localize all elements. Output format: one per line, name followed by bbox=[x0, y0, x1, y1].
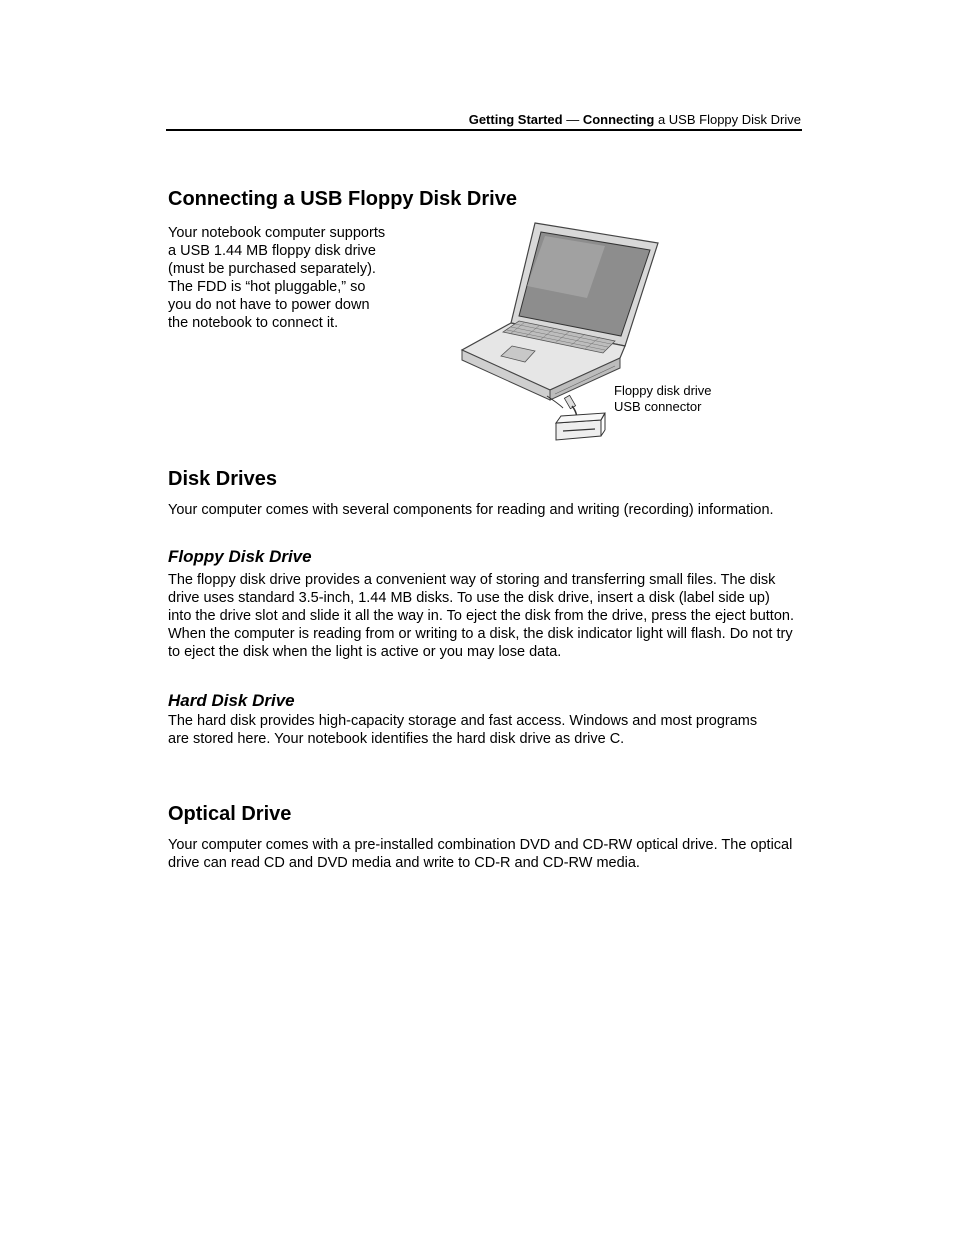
callout-line-1: Floppy disk drive bbox=[614, 383, 712, 398]
callout-line-2: USB connector bbox=[614, 399, 702, 414]
header-topic-bold: Connecting bbox=[582, 112, 655, 127]
heading-usb-floppy: Connecting a USB Floppy Disk Drive bbox=[168, 188, 517, 210]
usb-floppy-intro: Your notebook computer supports a USB 1.44 MB floppy disk drive (must be purchased separately). The FDD is “hot pluggable,” so you do not have to power down the notebook to connect it. bbox=[168, 225, 386, 331]
header-rule bbox=[166, 129, 802, 131]
hard-disk-drive-text: The hard disk provides high-capacity storage and fast access. Windows and most programs are stored here. Your notebook identifies the hard disk drive as drive C. bbox=[168, 713, 758, 747]
header-chapter: Getting Started bbox=[468, 112, 563, 127]
heading-hard-disk-drive: Hard Disk Drive bbox=[168, 691, 295, 710]
heading-disk-drives: Disk Drives bbox=[168, 468, 277, 490]
optical-drive-text: Your computer comes with a pre-installed combination DVD and CD-RW optical drive. The optical drive can read CD and DVD media and write to CD-R and CD-RW media. bbox=[168, 837, 793, 871]
header-dash: — bbox=[562, 112, 583, 127]
floppy-usb-callout bbox=[614, 383, 712, 415]
running-header bbox=[166, 112, 801, 128]
floppy-disk-drive-text: The floppy disk drive provides a convenient way of storing and transferring small files. The disk drive uses standard 3.5-inch, 1.44 MB disks. To use the disk drive, insert a disk (label side up) into the drive slot and slide it all the way in. To eject the disk from the drive, press the eject button. When the computer is reading from or writing to a disk, the disk indicator light will flash. Do not try to eject the disk when the light is active or you may lose data. bbox=[168, 572, 794, 660]
heading-optical-drive: Optical Drive bbox=[168, 803, 292, 825]
disk-drives-intro: Your computer comes with several components for reading and writing (recording) information. bbox=[168, 502, 774, 518]
heading-floppy-disk-drive: Floppy Disk Drive bbox=[168, 547, 312, 566]
header-topic: a USB Floppy Disk Drive bbox=[654, 112, 801, 127]
